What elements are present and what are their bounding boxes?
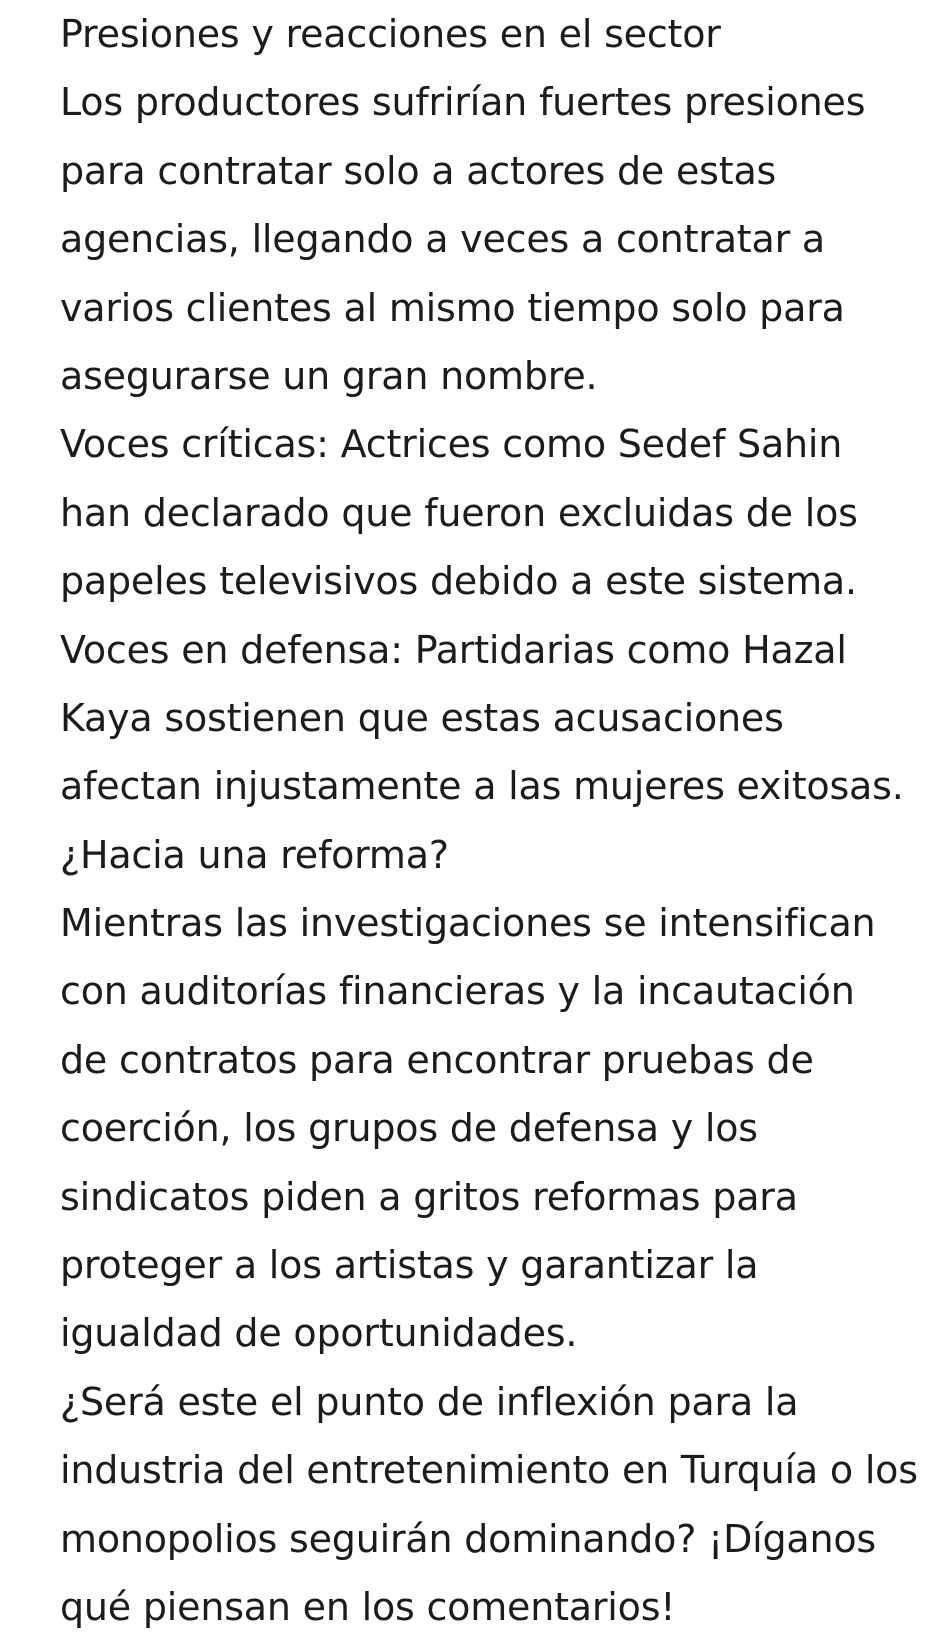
text-line: monopolios seguirán dominando? ¡Díganos [60, 1516, 877, 1561]
document-body [60, 0, 930, 1641]
section-heading-reforma: ¿Hacia una reforma? [60, 832, 449, 877]
text-line: de contratos para encontrar pruebas de [60, 1037, 814, 1082]
text-line: papeles televisivos debido a este sistema. [60, 559, 857, 604]
text-line: proteger a los artistas y garantizar la [60, 1243, 759, 1288]
text-line: qué piensan en los comentarios! [60, 1584, 676, 1629]
text-line: han declarado que fueron excluidas de los [60, 490, 858, 535]
text-line: Voces en defensa: Partidarias como Hazal [60, 627, 847, 672]
text-line: Los productores sufrirían fuertes presiones [60, 80, 866, 125]
text-line: con auditorías financieras y la incautación [60, 969, 855, 1014]
text-line: asegurarse un gran nombre. [60, 353, 598, 398]
text-line: varios clientes al mismo tiempo solo para [60, 285, 845, 330]
text-line: Voces críticas: Actrices como Sedef Sahin [60, 422, 843, 467]
section-heading-presiones: Presiones y reacciones en el sector [60, 12, 721, 56]
text-line: sindicatos piden a gritos reformas para [60, 1174, 798, 1219]
text-line: Kaya sostienen que estas acusaciones [60, 695, 784, 740]
text-line: agencias, llegando a veces a contratar a [60, 217, 825, 262]
text-line: Mientras las investigaciones se intensifican [60, 901, 876, 946]
text-line: para contratar solo a actores de estas [60, 148, 777, 193]
text-line: coerción, los grupos de defensa y los [60, 1106, 758, 1151]
text-line: industria del entretenimiento en Turquía o los [60, 1448, 918, 1493]
text-line: ¿Será este el punto de inflexión para la [60, 1379, 799, 1424]
text-line: afectan injustamente a las mujeres exitosas. [60, 764, 904, 809]
text-line: igualdad de oportunidades. [60, 1311, 578, 1356]
